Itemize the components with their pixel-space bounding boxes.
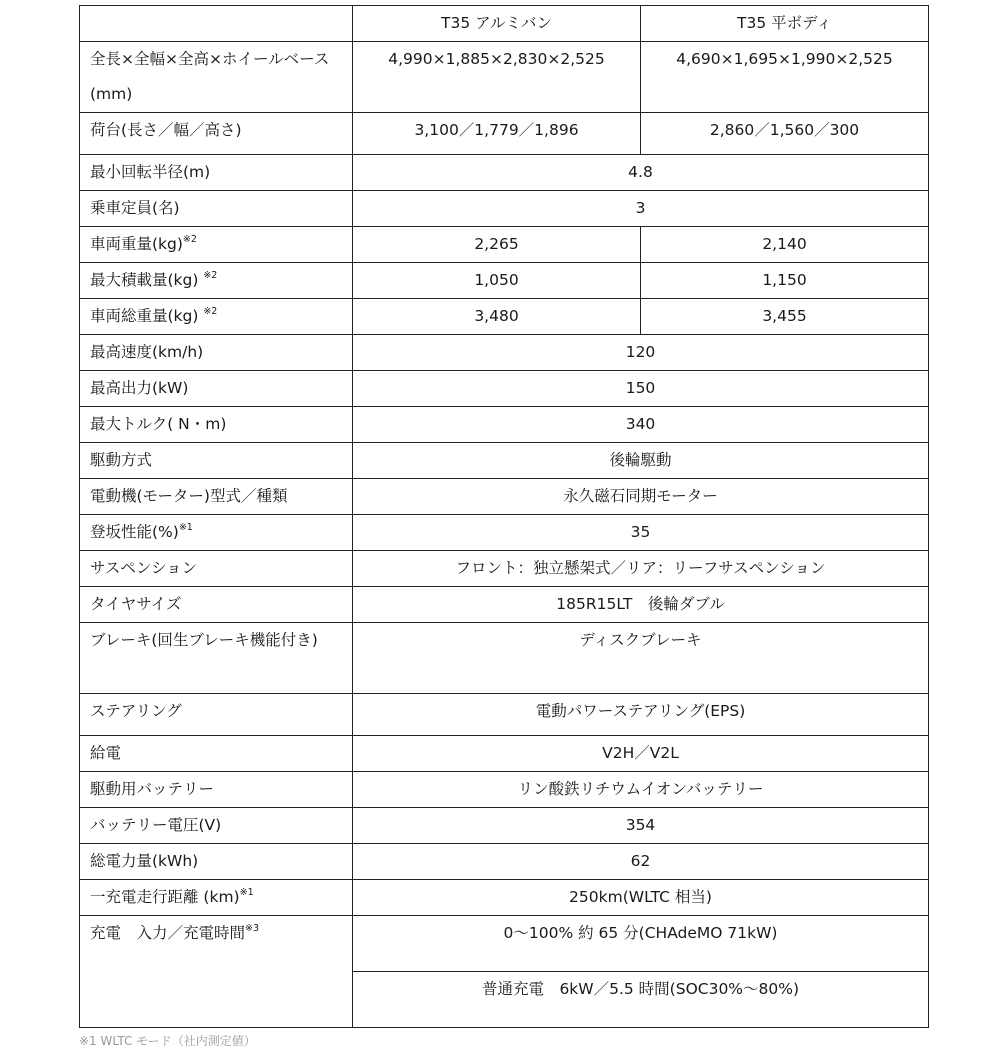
row-value: V2H／V2L: [353, 736, 929, 772]
row-label: タイヤサイズ: [80, 587, 353, 623]
row-label: ステアリング: [80, 694, 353, 736]
row-label-cell: [80, 880, 353, 916]
row-value: 250km(WLTC 相当): [353, 880, 929, 916]
footnote-mark: ※2: [203, 270, 218, 281]
table-row: [80, 155, 929, 191]
spec-table: [79, 5, 929, 1028]
row-value-flat: 2,140: [641, 227, 929, 263]
row-value-van: 3,480: [353, 299, 641, 335]
row-label-cell: [80, 227, 353, 263]
table-row: [80, 916, 929, 972]
table-row: [80, 772, 929, 808]
table-row: [80, 880, 929, 916]
row-label: 最高出力(kW): [80, 371, 353, 407]
row-label: 荷台(長さ／幅／高さ): [80, 113, 353, 155]
row-value: 電動パワーステアリング(EPS): [353, 694, 929, 736]
header-flat-body: T35 平ボディ: [641, 6, 929, 42]
row-value-van: 3,100／1,779／1,896: [353, 113, 641, 155]
row-label: バッテリー電圧(V): [80, 808, 353, 844]
row-label-cell: [80, 299, 353, 335]
table-row: [80, 844, 929, 880]
row-label-cell: [80, 515, 353, 551]
table-row: [80, 299, 929, 335]
row-value-quick-charge: 0～100% 約 65 分(CHAdeMO 71kW): [353, 916, 929, 972]
row-value: 120: [353, 335, 929, 371]
table-row: [80, 479, 929, 515]
table-row: [80, 623, 929, 694]
row-value-van: 2,265: [353, 227, 641, 263]
row-value: 後輪駆動: [353, 443, 929, 479]
table-row: [80, 371, 929, 407]
table-row: [80, 227, 929, 263]
footnote-mark: ※2: [203, 306, 218, 317]
footnote-mark: ※2: [182, 234, 197, 245]
row-value-flat: 1,150: [641, 263, 929, 299]
row-value: 3: [353, 191, 929, 227]
table-row: [80, 263, 929, 299]
row-value-van: 1,050: [353, 263, 641, 299]
table-row: [80, 736, 929, 772]
row-value: ディスクブレーキ: [353, 623, 929, 694]
row-value: 62: [353, 844, 929, 880]
footnote-mark: ※1: [178, 522, 193, 533]
row-value: 永久磁石同期モーター: [353, 479, 929, 515]
row-label: 最小回転半径(m): [80, 155, 353, 191]
row-value: 35: [353, 515, 929, 551]
row-value: リン酸鉄リチウムイオンバッテリー: [353, 772, 929, 808]
row-value-flat: 4,690×1,695×1,990×2,525: [641, 42, 929, 113]
table-row: [80, 42, 929, 113]
footnote-mark: ※1: [239, 887, 254, 898]
row-label-cell: [80, 263, 353, 299]
row-label: サスペンション: [80, 551, 353, 587]
row-label: 最大積載量(kg): [90, 271, 204, 289]
row-label: 車両総重量(kg): [90, 307, 204, 325]
row-label: 全長×全幅×全高×ホイールベース(mm): [80, 42, 353, 113]
row-value: 150: [353, 371, 929, 407]
row-label: 乗車定員(名): [80, 191, 353, 227]
row-label: 一充電走行距離 (km): [90, 888, 240, 906]
table-header-row: [80, 6, 929, 42]
table-row: [80, 113, 929, 155]
table-row: [80, 551, 929, 587]
header-blank-cell: [80, 6, 353, 42]
table-row: [80, 515, 929, 551]
row-label: 最大トルク( N・m): [80, 407, 353, 443]
row-value-van: 4,990×1,885×2,830×2,525: [353, 42, 641, 113]
table-row: [80, 191, 929, 227]
row-label: 駆動方式: [80, 443, 353, 479]
table-row: [80, 407, 929, 443]
row-value: 354: [353, 808, 929, 844]
table-row: [80, 335, 929, 371]
table-row: [80, 587, 929, 623]
row-value-flat: 3,455: [641, 299, 929, 335]
row-label: 登坂性能(%): [90, 523, 179, 541]
row-value-flat: 2,860／1,560／300: [641, 113, 929, 155]
footnote-mark: ※3: [245, 923, 260, 934]
row-value: 185R15LT 後輪ダブル: [353, 587, 929, 623]
row-value: 4.8: [353, 155, 929, 191]
row-value: 340: [353, 407, 929, 443]
row-label: 駆動用バッテリー: [80, 772, 353, 808]
table-row: [80, 694, 929, 736]
row-label: ブレーキ(回生ブレーキ機能付き): [80, 623, 353, 694]
table-row: [80, 808, 929, 844]
footnote: ※1 WLTC モード（社内測定値）: [79, 1034, 256, 1048]
row-label: 車両重量(kg): [90, 235, 183, 253]
row-label: 最高速度(km/h): [80, 335, 353, 371]
row-label: 総電力量(kWh): [80, 844, 353, 880]
row-value-normal-charge: 普通充電 6kW／5.5 時間(SOC30%～80%): [353, 972, 929, 1028]
row-label: 電動機(モーター)型式／種類: [80, 479, 353, 515]
row-value: フロント：独立懸架式／リア：リーフサスペンション: [353, 551, 929, 587]
row-label-cell: [80, 916, 353, 1028]
row-label: 充電 入力／充電時間: [90, 924, 246, 942]
header-aluminum-van: T35 アルミバン: [353, 6, 641, 42]
row-label: 給電: [80, 736, 353, 772]
table-row: [80, 443, 929, 479]
